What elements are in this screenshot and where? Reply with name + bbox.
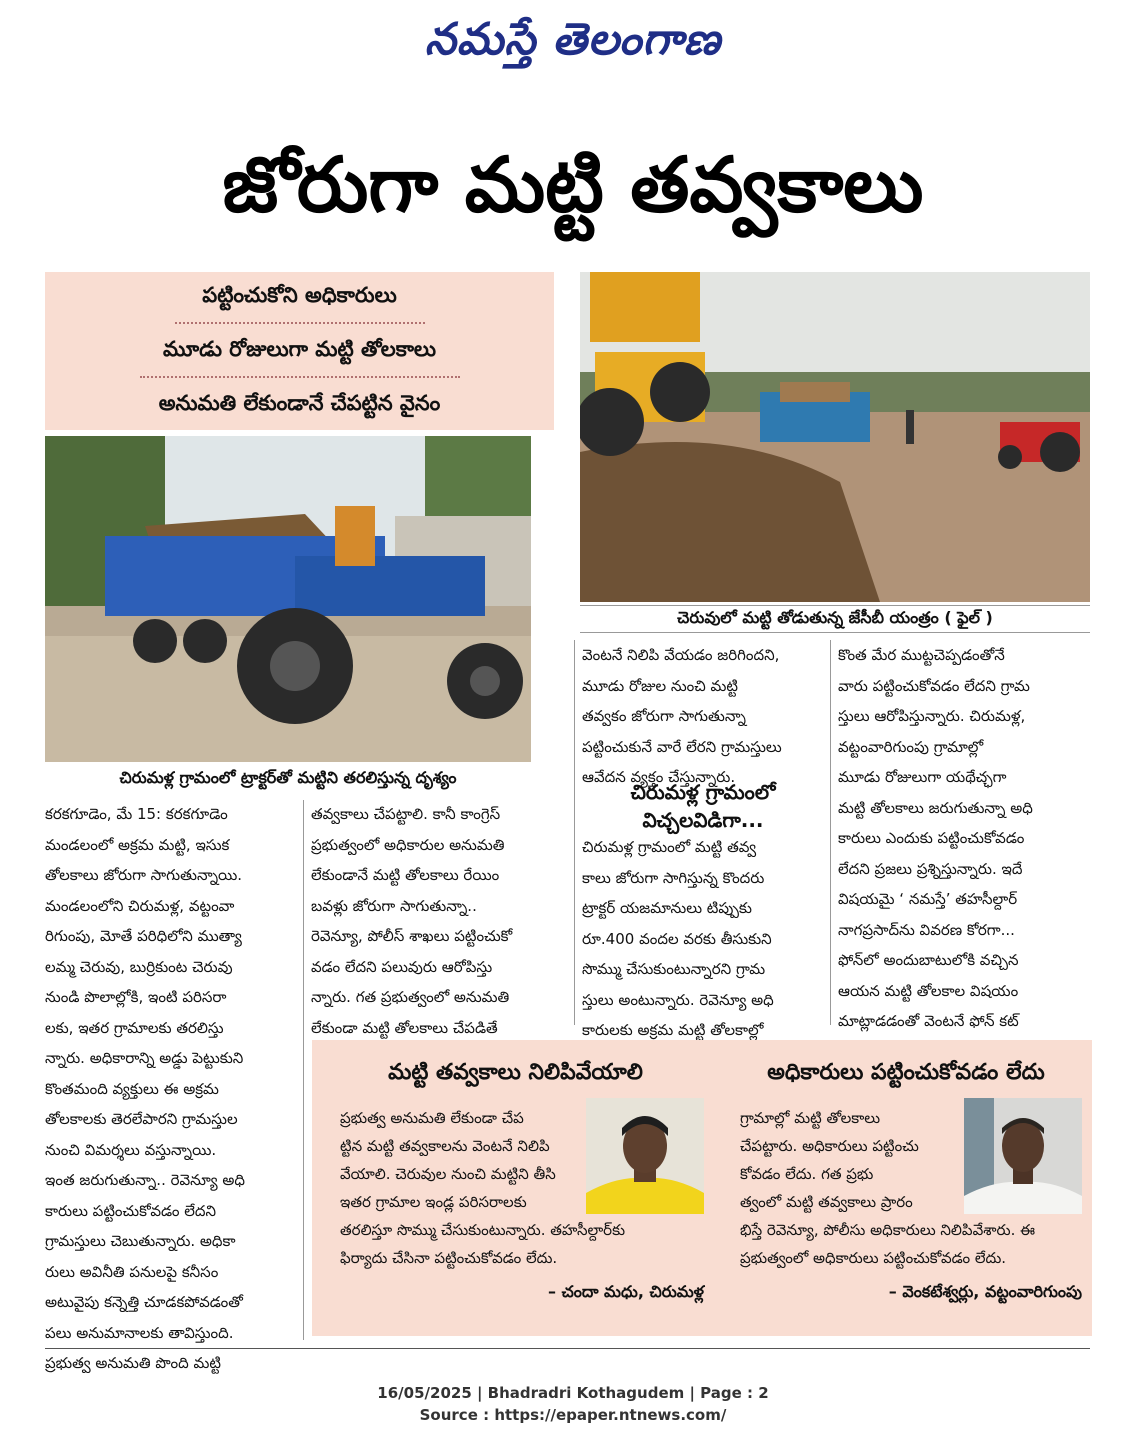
subhead-line: చిరుమళ్ల గ్రామంలో [630, 780, 776, 804]
footer-date-line: 16/05/2025 | Bhadradri Kothagudem | Page : 2 [377, 1384, 769, 1402]
text-line: లకు, ఇతర గ్రామాలకు తరలిస్తు [45, 1018, 224, 1037]
subhead-1: పట్టించుకోని అధికారులు [202, 283, 397, 307]
tractor-photo [45, 436, 531, 762]
article-column-1 [45, 799, 297, 1379]
text-line: తవ్వకాలు చేపట్టాలి. కానీ కాంగ్రెస్ [311, 805, 501, 823]
jcb-photo [580, 272, 1090, 602]
text-line: కోవడం లేదు. గత ప్రభు [740, 1165, 874, 1183]
text-line: త్వంలో మట్టి తవ్వకాలు ప్రారం [740, 1193, 913, 1211]
quote-signature-1: – చందా మధు, చిరుమళ్ల [548, 1282, 704, 1301]
text-line: లేకుండానే మట్టి తోలకాలు రేయిం [311, 866, 500, 884]
text-line: వేయాలి. చెరువుల నుంచి మట్టిని తీసి [340, 1165, 556, 1183]
text-line: రెవెన్యూ, పోలీస్ శాఖలు పట్టించుకో [311, 927, 513, 945]
text-line: మట్టి తోలకాలు జరుగుతున్నా అధి [838, 798, 1033, 817]
text-line: గ్రామస్తులు చెబుతున్నారు. అధికా [45, 1232, 236, 1250]
text-line: సొమ్ము చేసుకుంటున్నారని గ్రామ [582, 960, 766, 978]
text-line: స్తులు అంటున్నారు. రెవెన్యూ అధి [582, 990, 774, 1009]
text-line: నుంచి విమర్శలు వస్తున్నాయి. [45, 1140, 217, 1159]
section-subhead [582, 778, 824, 834]
text-line: కొంతమంది వ్యక్తులు ఈ అక్రమ [45, 1079, 219, 1098]
text-line: ప్రభుత్వ అనుమతి పొంది మట్టి [45, 1354, 221, 1372]
text-line: వడం లేదని పలువురు ఆరోపిస్తు [311, 957, 493, 976]
text-line: గ్రామాల్లో మట్టి తోలకాలు [740, 1109, 881, 1127]
article-column-3 [582, 640, 824, 793]
photo-caption-left: చిరుమళ్ల గ్రామంలో ట్రాక్టర్‌తో మట్టిని తరలిస్తున్న దృశ్యం [119, 768, 457, 787]
subhead-3: అనుమతి లేకుండానే చేపట్టిన వైనం [158, 391, 441, 415]
quote-text-1 [340, 1104, 580, 1216]
text-line: తవ్వకం జోరుగా సాగుతున్నా [582, 707, 746, 725]
text-line: చిరుమళ్ల గ్రామంలో మట్టి తవ్వ [582, 838, 757, 856]
quote-signature-2: – వెంకటేశ్వర్లు, వట్టంవారిగుంపు [888, 1282, 1082, 1301]
text-line: నాగప్రసాద్‌ను వివరణ కోరగా... [838, 920, 1015, 939]
text-line: ఫోన్‌లో అందుబాటులోకి వచ్చిన [838, 951, 1019, 969]
text-line: భిస్తే రెవెన్యూ, పోలీసు అధికారులు నిలిపివేశారు. ఈ [740, 1221, 1036, 1239]
text-line: పలు అనుమానాలకు తావిస్తుంది. [45, 1323, 234, 1342]
article-column-2 [311, 799, 566, 1043]
text-line: వెంటనే నిలిపి వేయడం జరిగిందని, [582, 646, 780, 664]
text-line: స్తులు ఆరోపిస్తున్నారు. చిరుమళ్ల, [838, 707, 1026, 725]
text-line: ప్రభుత్వ అనుమతి లేకుండా చేప [340, 1109, 524, 1127]
article-column-3b [582, 832, 824, 1046]
text-line: ట్టిన మట్టి తవ్వకాలను వెంటనే నిలిపి [340, 1137, 550, 1155]
masthead-logo: నమస్తే తెలంగాణ [424, 14, 722, 65]
text-line: కారులు పట్టించుకోవడం లేదని [45, 1201, 216, 1220]
text-line: పట్టించుకునే వారే లేరని గ్రామస్తులు [582, 737, 782, 756]
quote-text-2 [740, 1104, 960, 1216]
text-line: చేపట్టారు. అధికారులు పట్టించు [740, 1137, 919, 1155]
text-line: నుండి పొలాల్లోకి, ఇంటి పరిసరా [45, 988, 227, 1006]
text-line: రూ.400 వందల వరకు తీసుకుని [582, 929, 772, 948]
text-line: విషయమై ‘ నమస్తే’ తహసీల్దార్ [838, 890, 1018, 908]
text-line: లేకుండా మట్టి తోలకాలు చేపడితే [311, 1018, 498, 1037]
text-line: కారులు ఎందుకు పట్టించుకోవడం [838, 829, 1025, 847]
text-line: మూడు రోజుల నుంచి మట్టి [582, 676, 738, 695]
text-line: మండలంలోని చిరుమళ్ల, వట్టంవా [45, 896, 235, 915]
portrait-chanda-madhu [586, 1098, 704, 1214]
divider [175, 322, 425, 324]
article-column-4 [838, 640, 1090, 1067]
text-line: లమ్మ చెరువు, బుర్రికుంట చెరువు [45, 957, 233, 976]
text-line: కాలు జోరుగా సాగిస్తున్న కొందరు [582, 868, 765, 887]
text-line: న్నారు. అధికారాన్ని అడ్డు పెట్టుకుని [45, 1049, 244, 1067]
text-line: ఇతర గ్రామాల ఇండ్ల పరిసరాలకు [340, 1193, 527, 1211]
text-line: కారులకు అక్రమ మట్టి తోలకాల్లో [582, 1021, 764, 1039]
portrait-venkateswarlu [964, 1098, 1082, 1214]
subhead-line: విచ్చలవిడిగా... [642, 808, 764, 832]
text-line: తరలిస్తూ సొమ్ము చేసుకుంటున్నారు. తహసీల్దార్‌కు [340, 1221, 626, 1239]
headline: జోరుగా మట్టి తవ్వకాలు [222, 140, 924, 229]
text-line: వారు పట్టించుకోవడం లేదని గ్రామ [838, 676, 1030, 695]
text-line: కొంత మేర ముట్టచెప్పడంతోనే [838, 646, 1005, 664]
quote-title-1: మట్టి తవ్వకాలు నిలిపివేయాలి [388, 1060, 643, 1085]
text-line: వట్టంవారిగుంపు గ్రామాల్లో [838, 737, 984, 756]
text-line: రులు అవినీతి పనులపై కనీసం [45, 1262, 219, 1281]
quote-text-2b [740, 1216, 1090, 1272]
column-rule [830, 640, 831, 1025]
text-line: తోలకాలు జోరుగా సాగుతున్నాయి. [45, 866, 243, 884]
text-line: ప్రభుత్వంలో అధికారుల అనుమతి [311, 835, 505, 854]
quote-text-1b [340, 1216, 710, 1272]
text-line: రిగుంపు, మోతే పరిధిలోని ముత్యా [45, 927, 242, 945]
page-border [45, 1348, 1090, 1349]
text-line: మూడు రోజులుగా యథేచ్ఛగా [838, 768, 1007, 786]
text-line: ఆవేదన వ్యక్తం చేస్తున్నారు. [582, 768, 736, 786]
footer-source-line: Source : https://epaper.ntnews.com/ [419, 1406, 727, 1424]
text-line: మండలంలో అక్రమ మట్టి, ఇసుక [45, 835, 230, 854]
subhead-2: మూడు రోజులుగా మట్టి తోలకాలు [162, 337, 437, 361]
column-rule [303, 800, 304, 1340]
text-line: ఇంత జరుగుతున్నా.. రెవెన్యూ అధి [45, 1171, 245, 1189]
text-line: బవళ్లు జోరుగా సాగుతున్నా.. [311, 896, 477, 915]
text-line: ఆయన మట్టి తోలకాల విషయం [838, 981, 1019, 1000]
text-line: అటువైపు కన్నెత్తి చూడకపోవడంతో [45, 1293, 243, 1311]
text-line: కరకగూడెం, మే 15: కరకగూడెం [45, 805, 228, 823]
text-line: ఫిర్యాదు చేసినా పట్టించుకోవడం లేదు. [340, 1249, 558, 1267]
text-line: తోలకాలకు తెరలేపారని గ్రామస్తుల [45, 1110, 238, 1128]
divider [140, 376, 460, 378]
column-rule [574, 640, 575, 1025]
quote-title-2: అధికారులు పట్టించుకోవడం లేదు [767, 1060, 1045, 1085]
text-line: ట్రాక్టర్ యజమానులు టిప్పుకు [582, 899, 752, 917]
text-line: మాట్లాడడంతో వెంటనే ఫోన్ కట్ [838, 1012, 1019, 1030]
text-line: ప్రభుత్వంలో అధికారులు పట్టించుకోవడం లేదు. [740, 1249, 1007, 1267]
text-line: లేదని ప్రజలు ప్రశ్నిస్తున్నారు. ఇదే [838, 859, 1023, 878]
text-line: న్నారు. గత ప్రభుత్వంలో అనుమతి [311, 988, 510, 1006]
photo-caption-right: చెరువులో మట్టి తోడుతున్న జేసీబీ యంత్రం ( ఫైల్ ) [677, 608, 993, 627]
